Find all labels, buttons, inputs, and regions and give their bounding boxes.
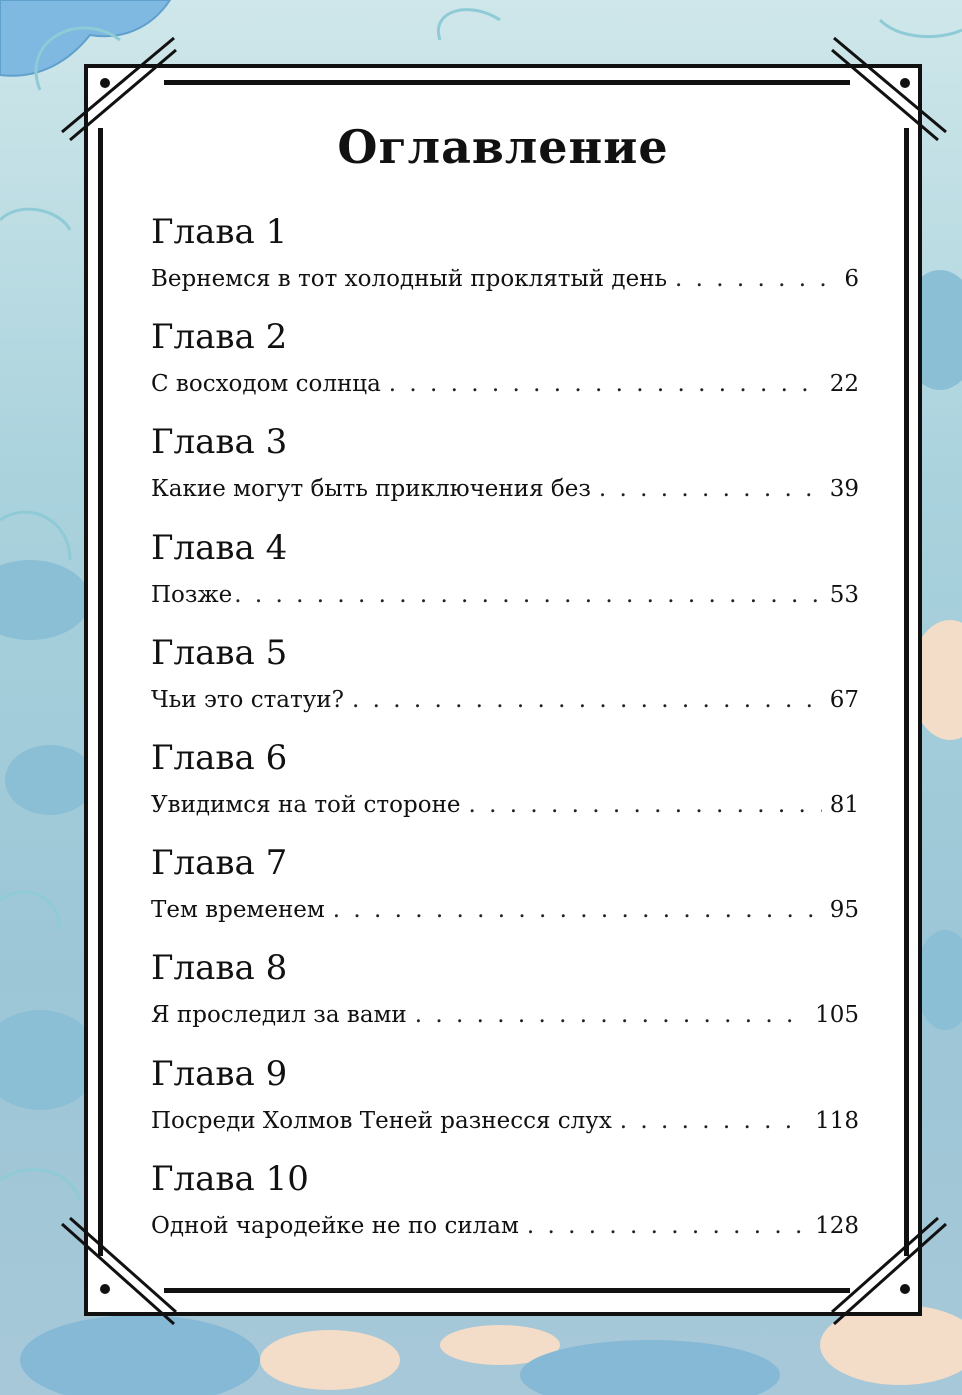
chapter-heading: Глава 6 — [151, 737, 288, 778]
chapter-heading: Глава 3 — [151, 422, 288, 463]
chapter-line — [151, 1002, 859, 1028]
chapter-line — [151, 687, 859, 713]
dot-leader — [333, 897, 822, 923]
chapter-name: Чьи это статуи? — [151, 686, 344, 713]
chapter-line — [151, 476, 859, 502]
page-number: 53 — [829, 581, 859, 608]
toc-entry[interactable] — [151, 528, 861, 633]
dot-leader — [415, 1002, 807, 1028]
chapter-name: Я проследил за вами — [151, 1002, 407, 1029]
toc-list — [151, 212, 861, 1264]
chapter-name: Какие могут быть приключения без — [151, 476, 591, 503]
left-rule — [98, 128, 103, 1256]
page-title: Оглавление — [337, 120, 669, 174]
chapter-name: Тем временем — [151, 897, 325, 924]
chapter-line — [151, 897, 859, 923]
corner-ornament-bottom-right — [832, 1218, 952, 1338]
page-number: 22 — [829, 371, 859, 398]
toc-entry[interactable] — [151, 633, 861, 738]
chapter-line — [151, 792, 859, 818]
toc-page — [84, 64, 922, 1316]
chapter-heading: Глава 2 — [151, 317, 288, 358]
toc-entry[interactable] — [151, 948, 861, 1053]
page-number: 118 — [815, 1107, 859, 1134]
page-number: 95 — [829, 897, 859, 924]
page-number: 39 — [829, 476, 859, 503]
chapter-heading: Глава 10 — [151, 1158, 309, 1199]
toc-entry[interactable] — [151, 1054, 861, 1159]
corner-ornament-top-right — [832, 36, 952, 156]
dot-leader — [234, 582, 822, 608]
chapter-name: Увидимся на той стороне — [151, 791, 461, 818]
chapter-line — [151, 266, 859, 292]
toc-entry[interactable] — [151, 1159, 861, 1264]
corner-ornament-bottom-left — [56, 1218, 176, 1338]
chapter-heading: Глава 7 — [151, 843, 288, 884]
toc-entry[interactable] — [151, 422, 861, 527]
dot-leader — [469, 792, 822, 818]
dot-leader — [527, 1213, 807, 1239]
page-number: 105 — [815, 1002, 859, 1029]
toc-entry[interactable] — [151, 317, 861, 422]
page-number: 67 — [829, 686, 859, 713]
corner-ornament-top-left — [56, 36, 176, 156]
chapter-name: Вернемся в тот холодный проклятый день — [151, 266, 668, 292]
dot-leader — [352, 687, 822, 713]
chapter-name: С восходом солнца — [151, 371, 381, 398]
dot-leader — [389, 371, 822, 397]
dot-leader — [599, 476, 822, 502]
chapter-line — [151, 1213, 859, 1239]
chapter-name: Одной чародейке не по силам — [151, 1212, 519, 1239]
chapter-heading: Глава 8 — [151, 948, 288, 989]
chapter-name: Позже — [151, 581, 233, 608]
chapter-line — [151, 582, 859, 608]
chapter-heading: Глава 9 — [151, 1053, 288, 1094]
bottom-rule — [164, 1288, 850, 1293]
chapter-name: Посреди Холмов Теней разнесся слух — [151, 1107, 612, 1134]
dot-leader — [620, 1108, 807, 1134]
page-number: 6 — [844, 266, 859, 292]
toc-entry[interactable] — [151, 843, 861, 948]
page-number: 81 — [829, 791, 859, 818]
top-rule — [164, 80, 850, 85]
right-rule — [904, 128, 909, 1256]
page-number: 128 — [815, 1212, 859, 1239]
dot-leader — [675, 266, 836, 292]
chapter-line — [151, 371, 859, 397]
chapter-line — [151, 1108, 859, 1134]
toc-entry[interactable] — [151, 738, 861, 843]
chapter-heading: Глава 1 — [151, 212, 288, 252]
chapter-heading: Глава 4 — [151, 527, 288, 568]
toc-entry[interactable] — [151, 212, 861, 317]
chapter-heading: Глава 5 — [151, 632, 288, 673]
